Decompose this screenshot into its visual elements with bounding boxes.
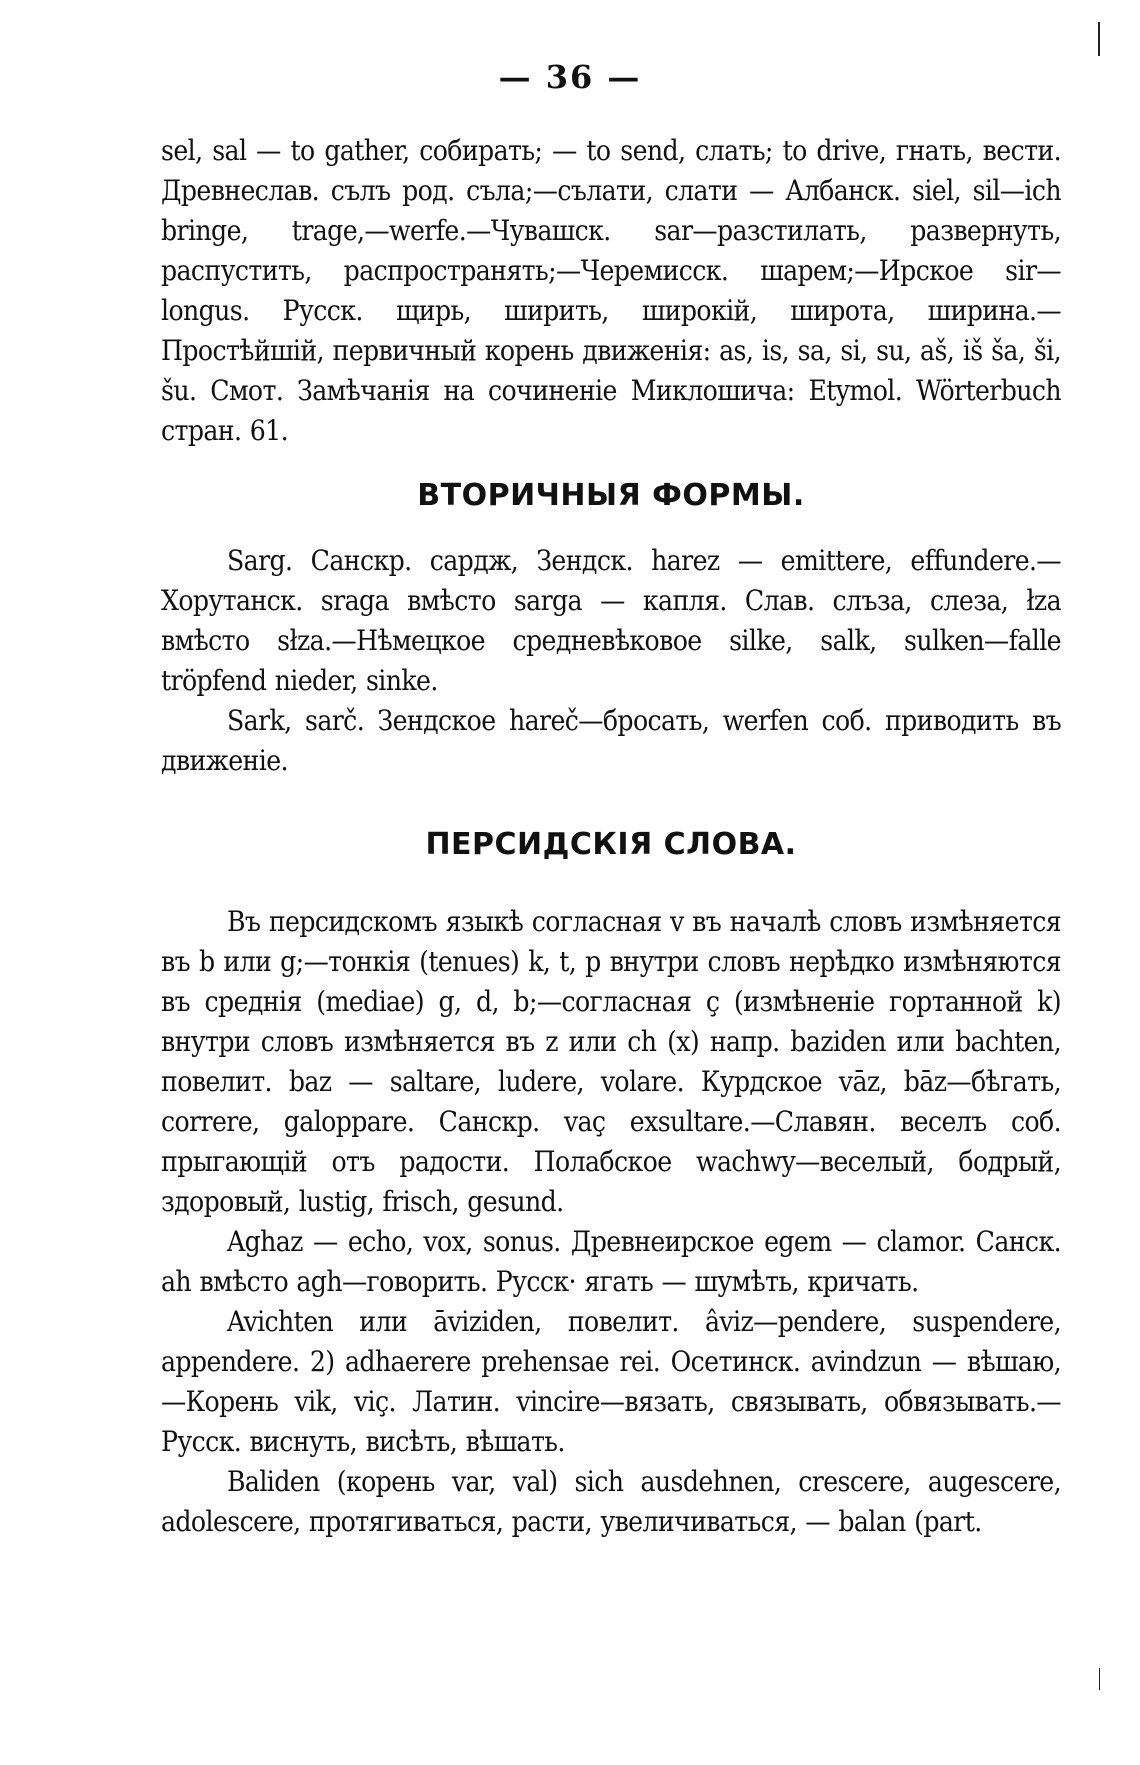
page-edge-mark-top <box>1098 22 1100 56</box>
heading-secondary-forms: ВТОРИЧНЫЯ ФОРМЫ. <box>417 478 805 513</box>
paragraph-sark: Sark, sarč. Зендское hareč—бросать, werfen соб. приводить въ движеніе. <box>161 704 1061 777</box>
page-body <box>161 131 1061 1542</box>
heading-persian-words: ПЕРСИДСКІЯ СЛОВА. <box>425 827 797 862</box>
intro-paragraph: sel, sal — to gather, собирать; — to send, слать; to drive, гнать, вести. Древнеслав. сълъ род. съла;—сълати, слати — Албанск. siel, sil—ich bringe, trage,—werfe.—Чувашск. sar—разстилать, развернуть, распустить, распространять;—Черемисск. шарем;—Ирское sir—longus. Русск. щирь, ширить, широкій, широта, ширина.—Простѣйшій, первичный корень движенія: as, is, sa, si, su, aš, iš ša, ši, šu. Смот. Замѣчанія на сочиненіе Миклошича: Etymol. Wörterbuch стран. 61. <box>161 134 1061 447</box>
page-edge-mark-bottom <box>1099 1668 1100 1690</box>
paragraph-sarg: Sarg. Санскр. сардж, Зендск. harez — emittere, effundere.— Хорутанск. sraga вмѣсто sarga — капля. Слав. слъза, слеза, łza вмѣсто słza.—Нѣмецкое средневѣковое silke, salk, sulken—falle tröpfend nieder, sinke. <box>161 544 1061 697</box>
paragraph-avichten: Avichten или āviziden, повелит. âviz—pendere, suspendere, appendere. 2) adhaerere prehensae rei. Осетинск. avindzun — вѣшаю,—Корень vik, viç. Латин. vincire—вязать, связывать, обвязывать.—Русск. виснуть, висѣть, вѣшать. <box>161 1305 1061 1458</box>
paragraph-aghaz: Aghaz — echo, vox, sonus. Древнеирское egem — clamor. Санск. ah вмѣсто agh—говорить. Русск· ягать — шумѣть, кричать. <box>161 1225 1061 1298</box>
paragraph-baliden: Baliden (корень var, val) sich ausdehnen, crescere, augescere, adolescere, протягиваться, расти, увеличиваться, — balan (part. <box>161 1465 1061 1538</box>
paragraph-persian-intro: Въ персидскомъ языкѣ согласная v въ началѣ словъ измѣняется въ b или g;—тонкія (tenues) k, t, p внутри словъ нерѣдко измѣняются въ среднія (mediae) g, d, b;—согласная ç (измѣненіе гортанной k) внутри словъ измѣняется въ z или ch (x) напр. baziden или bachten, повелит. baz — saltare, ludere, volare. Курдское vāz, bāz—бѣгать, correre, galoppare. Санскр. vaç exsultare.—Славян. веселъ соб. прыгающій отъ радости. Полабское wachwy—веселый, бодрый, здоровый, lustig, frisch, gesund. <box>161 905 1061 1218</box>
page-number: — 36 — <box>498 58 642 96</box>
